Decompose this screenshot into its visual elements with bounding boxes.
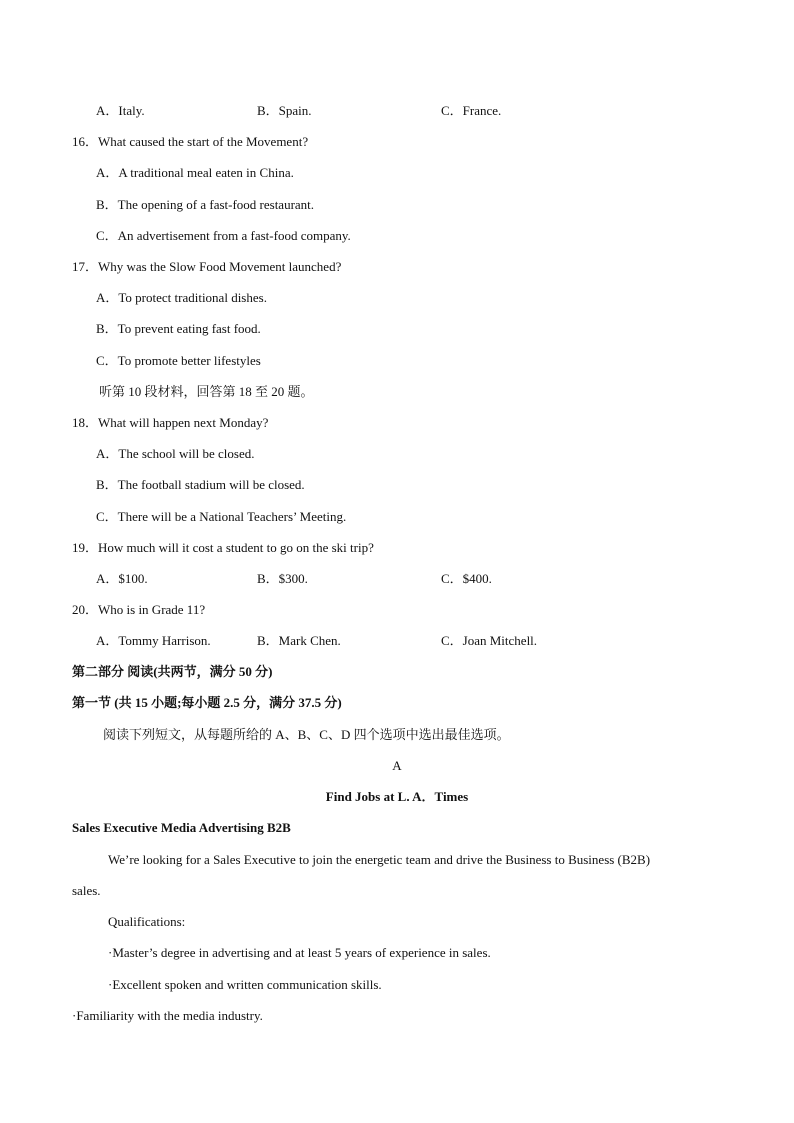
q19-option-c: C．$400. — [441, 571, 492, 586]
q15-option-a: A．Italy. — [96, 103, 145, 118]
job-intro-line1: We’re looking for a Sales Executive to join the energetic team and drive the Business to Business (B2B) — [108, 852, 651, 867]
q18-option-a: A．The school will be closed. — [96, 446, 255, 461]
q15-option-b: B．Spain. — [257, 103, 312, 118]
listening-instruction: 听第 10 段材料，回答第 18 至 20 题。 — [99, 384, 314, 399]
q19-option-b: B．$300. — [257, 571, 308, 586]
q20-option-c: C．Joan Mitchell. — [441, 633, 538, 648]
q17-stem: 17．Why was the Slow Food Movement launched? — [72, 259, 342, 274]
q16-stem: 16．What caused the start of the Movement? — [72, 134, 309, 149]
q20-stem: 20．Who is in Grade 11? — [72, 602, 206, 617]
section1-heading: 第一节 (共 15 小题;每小题 2.5 分，满分 37.5 分) — [72, 695, 342, 710]
q20-option-b: B．Mark Chen. — [257, 633, 341, 648]
part2-heading: 第二部分 阅读(共两节，满分 50 分) — [72, 664, 273, 679]
q16-option-b: B．The opening of a fast-food restaurant. — [96, 197, 315, 212]
passage-title: Find Jobs at L. A．Times — [325, 789, 469, 804]
q18-option-c: C．There will be a National Teachers’ Meeting. — [96, 509, 347, 524]
q19-option-a: A．$100. — [96, 571, 148, 586]
qualification-item: ·Excellent spoken and written communication skills. — [108, 977, 382, 992]
reading-instruction: 阅读下列短文，从每题所给的 A、B、C、D 四个选项中选出最佳选项。 — [103, 727, 510, 742]
q16-option-a: A．A traditional meal eaten in China. — [96, 165, 294, 180]
q20-option-a: A．Tommy Harrison. — [96, 633, 211, 648]
q18-stem: 18．What will happen next Monday? — [72, 415, 269, 430]
job-title: Sales Executive Media Advertising B2B — [72, 820, 291, 835]
q19-stem: 19．How much will it cost a student to go on the ski trip? — [72, 540, 374, 555]
q17-option-b: B．To prevent eating fast food. — [96, 321, 261, 336]
q16-option-c: C．An advertisement from a fast-food company. — [96, 228, 351, 243]
q17-option-c: C．To promote better lifestyles — [96, 353, 261, 368]
q15-option-c: C．France. — [441, 103, 502, 118]
job-intro-line2: sales. — [72, 883, 101, 898]
q17-option-a: A．To protect traditional dishes. — [96, 290, 267, 305]
q18-option-b: B．The football stadium will be closed. — [96, 477, 305, 492]
qualification-item: ·Master’s degree in advertising and at least 5 years of experience in sales. — [108, 945, 491, 960]
qualification-item: ·Familiarity with the media industry. — [72, 1008, 263, 1023]
qualifications-label: Qualifications: — [108, 914, 186, 929]
passage-letter: A — [392, 758, 402, 773]
